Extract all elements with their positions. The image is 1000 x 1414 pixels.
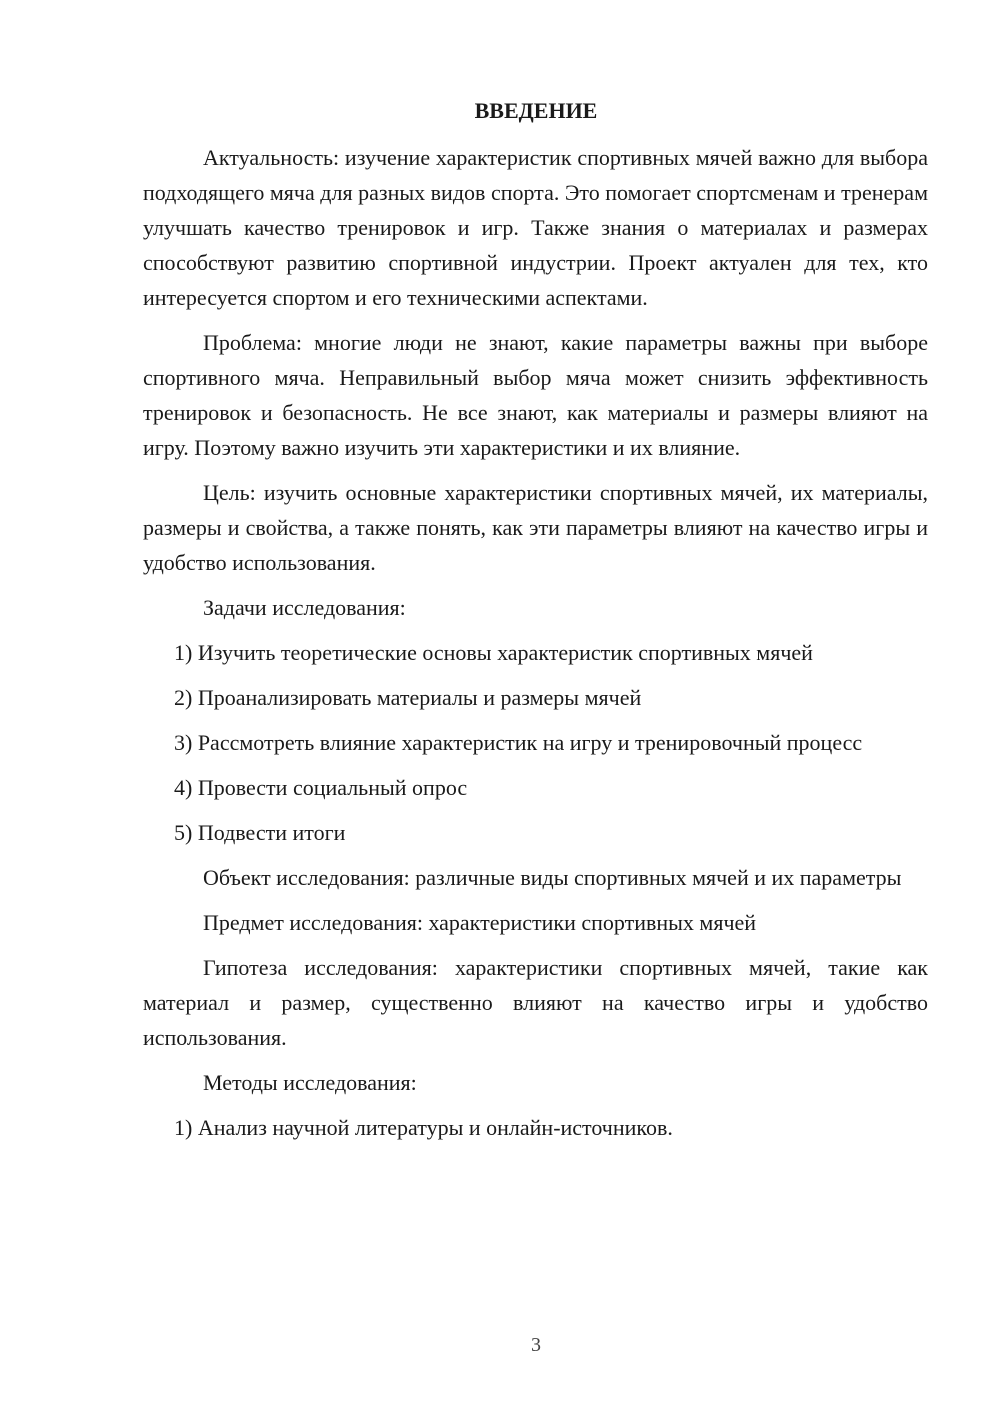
page-number: 3 bbox=[531, 1334, 541, 1356]
relevance-paragraph: Актуальность: изучение характеристик спортивных мячей важно для выбора подходящего мяча для разных видов спорта. Это помогает спортсменам и тренерам улучшать качество тренировок и игр. Также знания о материалах и размерах способствуют развитию спортивной индустрии. Проект актуален для тех, кто интересуется спортом и его техническими аспектами. bbox=[143, 145, 928, 310]
goal-paragraph: Цель: изучить основные характеристики спортивных мячей, их материалы, размеры и свойства, а также понять, как эти параметры влияют на качество игры и удобство использования. bbox=[143, 480, 928, 575]
task-item: 5) Подвести итоги bbox=[174, 820, 346, 845]
task-item: 4) Провести социальный опрос bbox=[174, 775, 468, 800]
object-paragraph: Объект исследования: различные виды спортивных мячей и их параметры bbox=[203, 865, 902, 890]
document-body bbox=[143, 140, 928, 1145]
method-item: 1) Анализ научной литературы и онлайн-источников. bbox=[174, 1115, 673, 1140]
task-item: 2) Проанализировать материалы и размеры мячей bbox=[174, 685, 642, 710]
task-item: 3) Рассмотреть влияние характеристик на игру и тренировочный процесс bbox=[174, 730, 863, 755]
task-item: 1) Изучить теоретические основы характеристик спортивных мячей bbox=[174, 640, 813, 665]
methods-heading: Методы исследования: bbox=[203, 1070, 417, 1095]
tasks-heading: Задачи исследования: bbox=[203, 595, 406, 620]
page-title: ВВЕДЕНИЕ bbox=[474, 98, 598, 123]
hypothesis-paragraph: Гипотеза исследования: характеристики спортивных мячей, такие как материал и размер, существенно влияют на качество игры и удобство использования. bbox=[143, 955, 928, 1050]
subject-paragraph: Предмет исследования: характеристики спортивных мячей bbox=[203, 910, 757, 935]
problem-paragraph: Проблема: многие люди не знают, какие параметры важны при выборе спортивного мяча. Неправильный выбор мяча может снизить эффективность тренировок и безопасность. Не все знают, как материалы и размеры влияют на игру. Поэтому важно изучить эти характеристики и их влияние. bbox=[143, 330, 928, 460]
